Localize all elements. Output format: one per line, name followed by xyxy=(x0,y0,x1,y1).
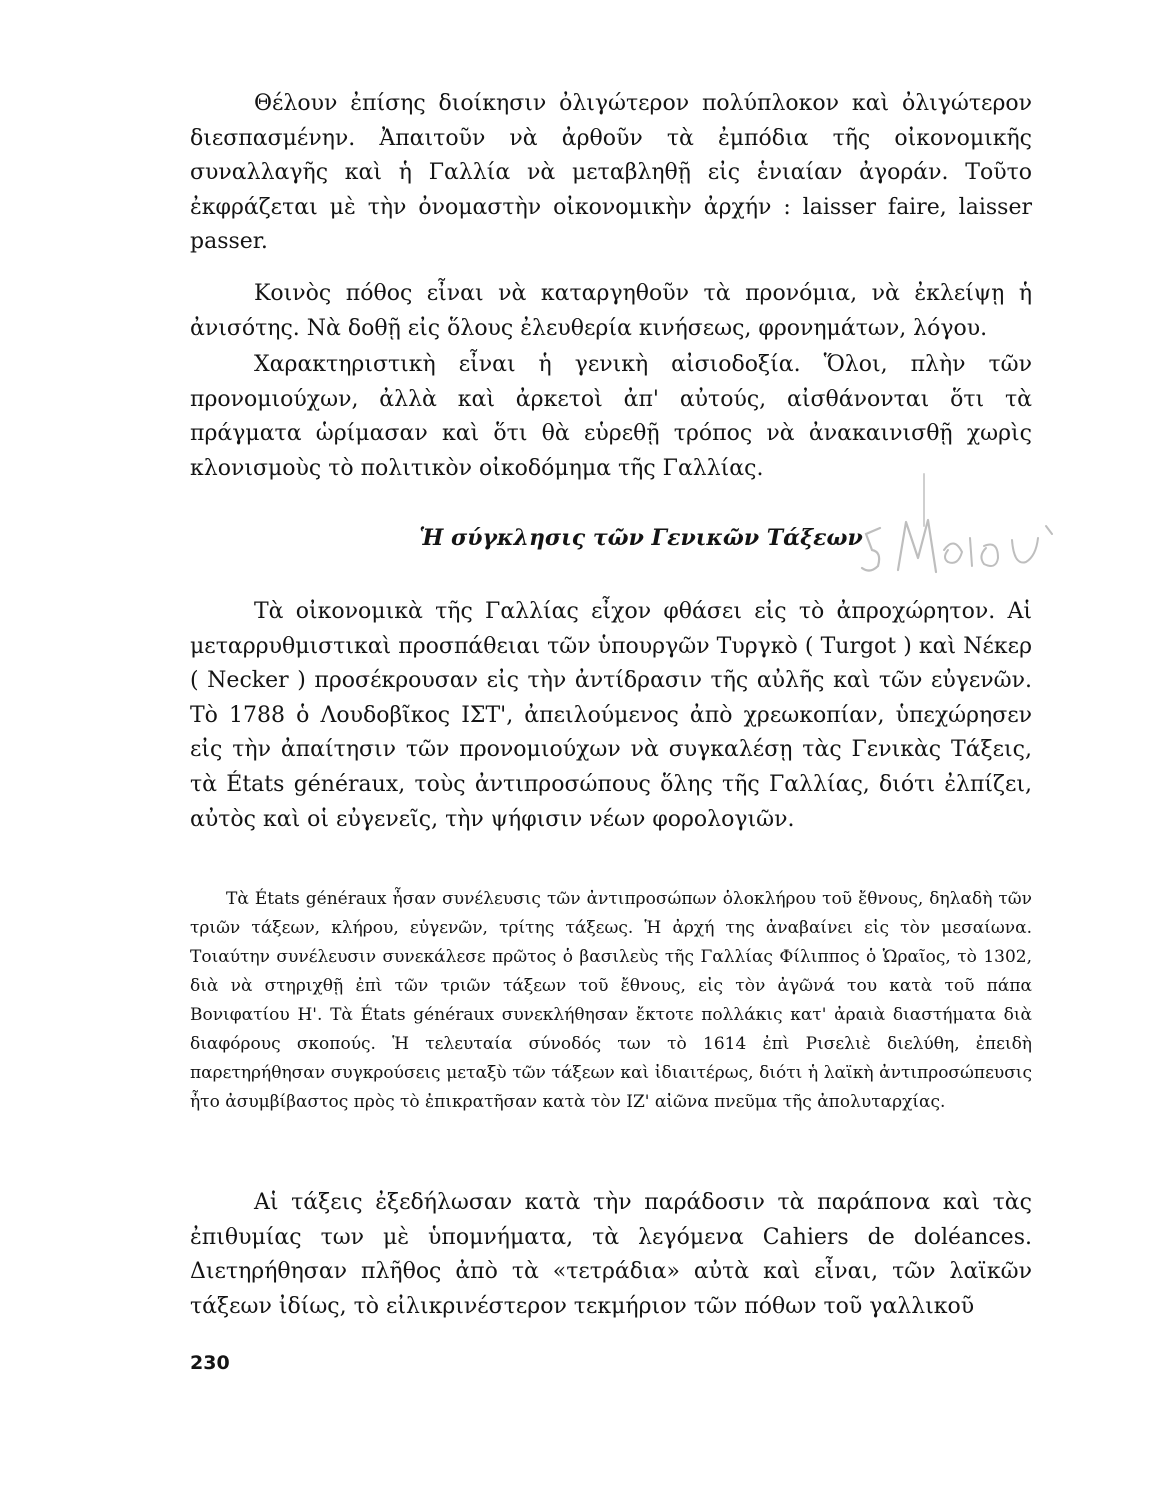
paragraph-cahiers: Αἱ τάξεις ἐξεδήλωσαν κατὰ τὴν παράδοσιν τὰ παράπονα καὶ τὰς ἐπιθυμίας των μὲ ὑπομνήματα, τὰ λεγόμενα Cahiers de doléances. Διετηρήθησαν πλῆθος ἀπὸ τὰ «τετράδια» αὐτὰ καὶ εἶναι, τῶν λαϊκῶν τάξεων ἰδίως, τὸ εἰλικρινέστερον τεκμήριον τῶν πόθων τοῦ γαλλικοῦ xyxy=(190,1190,1032,1319)
paragraph-optimism: Χαρακτηριστικὴ εἶναι ἡ γενικὴ αἰσιοδοξία. Ὅλοι, πλὴν τῶν προνομιούχων, ἀλλὰ καὶ ἀρκετοὶ ἀπ' αὐτούς, αἰσθάνονται ὅτι τὰ πράγματα ὡρίμασαν καὶ ὅτι θὰ εὑρεθῇ τρόπος νὰ ἀνακαινισθῇ χωρὶς κλονισμοὺς τὸ πολιτικὸν οἰκοδόμημα τῆς Γαλλίας. xyxy=(190,352,1032,481)
footnote-etats-generaux: Τὰ États généraux ἦσαν συνέλευσις τῶν ἀντιπροσώπων ὁλοκλήρου τοῦ ἔθνους, δηλαδὴ τῶν τριῶν τάξεων, κλήρου, εὐγενῶν, τρίτης τάξεως. Ἡ ἀρχή της ἀναβαίνει εἰς τὸν μεσαίωνα. Τοιαύτην συνέλευσιν συνεκάλεσε πρῶτος ὁ βασιλεὺς τῆς Γαλλίας Φίλιππος ὁ Ὡραῖος, τὸ 1302, διὰ νὰ στηριχθῇ ἐπὶ τῶν τριῶν τάξεων τοῦ ἔθνους, εἰς τὸν ἀγῶνά του κατὰ τοῦ πάπα Βονιφατίου Η'. Τὰ États généraux συνεκλήθησαν ἔκτοτε πολλάκις κατ' ἀραιὰ διαστήματα διὰ διαφόρους σκοπούς. Ἡ τελευταία σύνοδός των τὸ 1614 ἐπὶ Ρισελιὲ διελύθη, ἐπειδὴ παρετηρήθησαν συγκρούσεις μεταξὺ τῶν τάξεων καὶ ἰδιαιτέρως, διότι ἡ λαϊκὴ ἀντιπροσώπευσις ἦτο ἀσυμβίβαστος πρὸς τὸ ἐπικρατῆσαν κατὰ τὸν ΙΖ' αἰῶνα πνεῦμα τῆς ἀπολυταρχίας. xyxy=(190,889,1032,1112)
paragraph-administration: Θέλουν ἐπίσης διοίκησιν ὀλιγώτερον πολύπλοκον καὶ ὀλιγώτερον διεσπασμένην. Ἀπαιτοῦν νὰ ἀρθοῦν τὰ ἐμπόδια τῆς οἰκονομικῆς συναλλαγῆς καὶ ἡ Γαλλία νὰ μεταβληθῇ εἰς ἑνιαίαν ἀγοράν. Τοῦτο ἐκφράζεται μὲ τὴν ὀνομαστὴν οἰκονομικὴν ἀρχήν : laisser faire, laisser passer. xyxy=(190,91,1032,255)
section-heading: Ἡ σύγκλησις τῶν Γενικῶν Τάξεων xyxy=(419,525,863,551)
page-number: 230 xyxy=(190,1352,230,1374)
handwritten-note-drawing xyxy=(858,500,1058,590)
paragraph-privileges: Κοινὸς πόθος εἶναι νὰ καταργηθοῦν τὰ προνόμια, νὰ ἐκλείψῃ ἡ ἀνισότης. Νὰ δοθῇ εἰς ὅλους ἐλευθερία κινήσεως, φρονημάτων, λόγου. xyxy=(190,281,1032,341)
paragraph-finances: Τὰ οἰκονομικὰ τῆς Γαλλίας εἶχον φθάσει εἰς τὸ ἀπροχώρητον. Αἱ μεταρρυθμιστικαὶ προσπάθειαι τῶν ὑπουργῶν Τυργκὸ ( Turgot ) καὶ Νέκερ ( Necker ) προσέκρουσαν εἰς τὴν ἀντίδρασιν τῆς αὐλῆς καὶ τῶν εὐγενῶν. Τὸ 1788 ὁ Λουδοβῖκος ΙΣΤ', ἀπειλούμενος ἀπὸ χρεωκοπίαν, ὑπεχώρησεν εἰς τὴν ἀπαίτησιν τῶν προνομιούχων νὰ συγκαλέσῃ τὰς Γενικὰς Τάξεις, τὰ États généraux, τοὺς ἀντιπροσώπους ὅλης τῆς Γαλλίας, διότι ἐλπίζει, αὐτὸς καὶ οἱ εὐγενεῖς, τὴν ψήφισιν νέων φορολογιῶν. xyxy=(190,599,1032,832)
